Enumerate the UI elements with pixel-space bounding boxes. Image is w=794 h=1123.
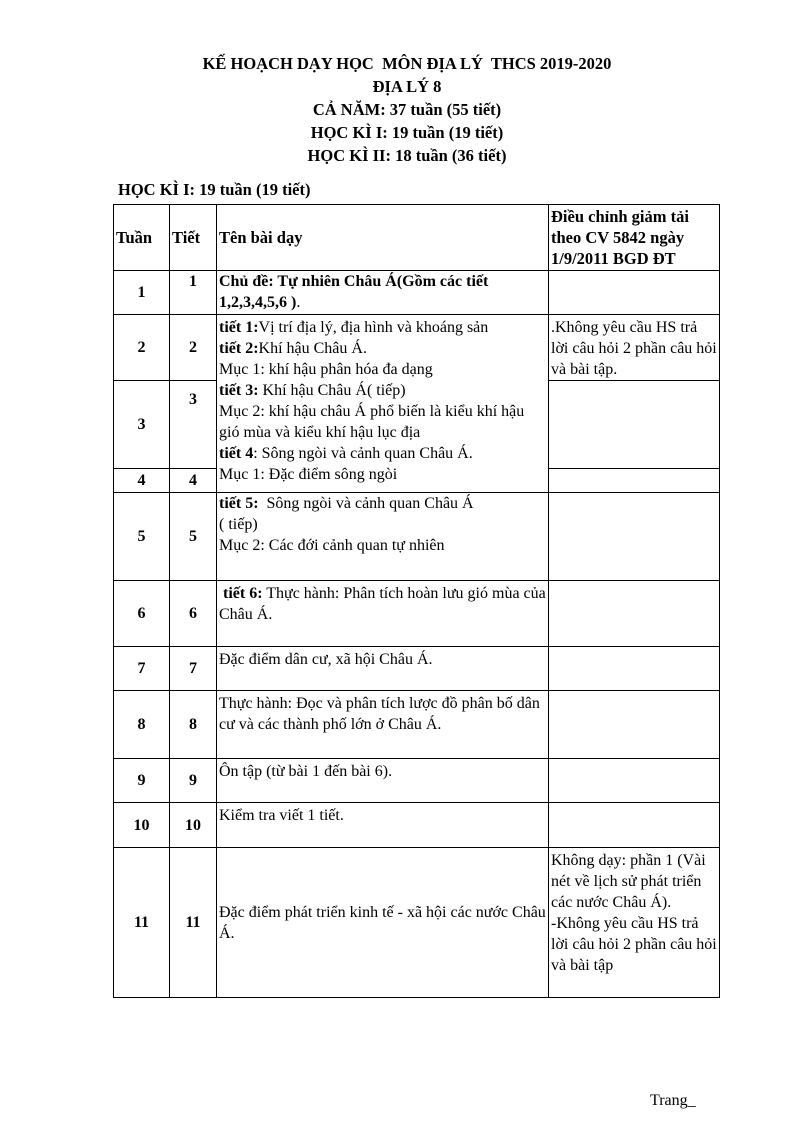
lesson-cell: tiết 6: Thực hành: Phân tích hoàn lưu gió mùa của Châu Á. xyxy=(217,581,549,647)
lesson-cell: Thực hành: Đọc và phân tích lược đồ phân bố dân cư và các thành phố lớn ở Châu Á. xyxy=(217,691,549,759)
adjust-cell xyxy=(549,469,720,493)
period-cell: 6 xyxy=(170,581,217,647)
lesson-cell: Kiểm tra viết 1 tiết. xyxy=(217,803,549,848)
week-cell: 1 xyxy=(114,271,170,315)
week-cell: 2 xyxy=(114,315,170,381)
lesson-cell: tiết 5: Sông ngòi và cảnh quan Châu Á ( tiếp) Mục 2: Các đới cảnh quan tự nhiên xyxy=(217,493,549,581)
adjust-cell xyxy=(549,271,720,315)
period-cell: 10 xyxy=(170,803,217,848)
adjust-cell: Không dạy: phần 1 (Vài nét về lịch sử phát triển các nước Châu Á). -Không yêu cầu HS trả lời câu hỏi 2 phần câu hỏi và bài tập xyxy=(549,848,720,998)
period-cell: 5 xyxy=(170,493,217,581)
table-row xyxy=(114,691,720,759)
header-period: Tiết xyxy=(170,205,217,271)
table-row xyxy=(114,647,720,691)
adjust-cell xyxy=(549,759,720,803)
lesson-cell: Ôn tập (từ bài 1 đến bài 6). xyxy=(217,759,549,803)
heading-semester-2: HỌC KÌ II: 18 tuần (36 tiết) xyxy=(307,146,507,165)
period-cell: 9 xyxy=(170,759,217,803)
lesson-plan-table xyxy=(113,204,720,998)
period-cell: 4 xyxy=(170,469,217,493)
period-cell: 1 xyxy=(170,271,217,315)
header-week: Tuần xyxy=(114,205,170,271)
week-cell: 4 xyxy=(114,469,170,493)
week-cell: 11 xyxy=(114,848,170,998)
table-row xyxy=(114,759,720,803)
period-cell: 2 xyxy=(170,315,217,381)
adjust-cell: .Không yêu cầu HS trả lời câu hỏi 2 phần câu hỏi và bài tập. xyxy=(549,315,720,381)
document-heading xyxy=(0,52,794,167)
adjust-cell xyxy=(549,647,720,691)
table-row xyxy=(114,315,720,381)
period-cell: 3 xyxy=(170,381,217,469)
week-cell: 8 xyxy=(114,691,170,759)
adjust-cell xyxy=(549,381,720,469)
lesson-cell: Đặc điểm phát triển kinh tế - xã hội các nước Châu Á. xyxy=(217,848,549,998)
week-cell: 6 xyxy=(114,581,170,647)
semester-label: HỌC KÌ I: 19 tuần (19 tiết) xyxy=(118,180,311,199)
period-cell: 8 xyxy=(170,691,217,759)
week-cell: 9 xyxy=(114,759,170,803)
period-cell: 11 xyxy=(170,848,217,998)
adjust-cell xyxy=(549,493,720,581)
lesson-cell-merged: tiết 1:Vị trí địa lý, địa hình và khoáng sản tiết 2:Khí hậu Châu Á. Mục 1: khí hậu phân hóa đa dạng tiết 3: Khí hậu Châu Á( tiếp) Mục 2: khí hậu châu Á phổ biến là kiểu khí hậu gió mùa và kiểu khí hậu lục địa tiết 4: Sông ngòi và cảnh quan Châu Á. Mục 1: Đặc điểm sông ngòi xyxy=(217,315,549,493)
heading-title: KẾ HOẠCH DẠY HỌC MÔN ĐỊA LÝ THCS 2019-2020 xyxy=(202,54,612,73)
adjust-cell xyxy=(549,803,720,848)
table-row xyxy=(114,271,720,315)
week-cell: 3 xyxy=(114,381,170,469)
table-header-row xyxy=(114,205,720,271)
table-row xyxy=(114,493,720,581)
adjust-cell xyxy=(549,581,720,647)
week-cell: 5 xyxy=(114,493,170,581)
table-row xyxy=(114,848,720,998)
period-cell: 7 xyxy=(170,647,217,691)
header-adjust: Điều chỉnh giảm tải theo CV 5842 ngày 1/9/2011 BGD ĐT xyxy=(549,205,720,271)
lesson-cell: Đặc điểm dân cư, xã hội Châu Á. xyxy=(217,647,549,691)
page-footer: Trang_ xyxy=(650,1092,696,1109)
week-cell: 10 xyxy=(114,803,170,848)
week-cell: 7 xyxy=(114,647,170,691)
lesson-cell: Chủ đề: Tự nhiên Châu Á(Gồm các tiết 1,2,3,4,5,6 ). xyxy=(217,271,549,315)
topic-title: Chủ đề: Tự nhiên Châu Á(Gồm các tiết 1,2,3,4,5,6 ) xyxy=(219,273,489,311)
heading-subject: ĐỊA LÝ 8 xyxy=(372,77,442,96)
table-row xyxy=(114,581,720,647)
adjust-cell xyxy=(549,691,720,759)
header-lesson: Tên bài dạy xyxy=(217,205,549,271)
heading-year-total: CẢ NĂM: 37 tuần (55 tiết) xyxy=(312,100,502,119)
heading-semester-1: HỌC KÌ I: 19 tuần (19 tiết) xyxy=(310,123,504,142)
table-row xyxy=(114,803,720,848)
